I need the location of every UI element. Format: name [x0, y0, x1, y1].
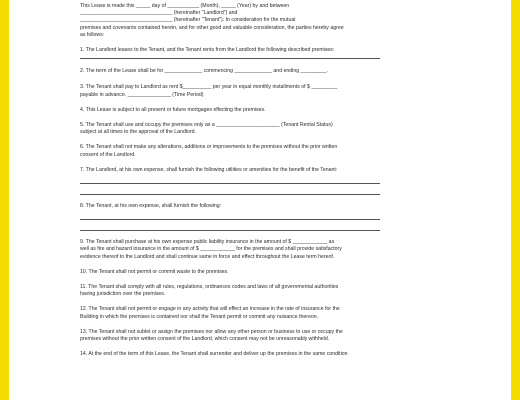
clause-6-line: consent of the Landlord. [80, 151, 136, 158]
clause-13-line: premises without the prior written consent of the Landlord, which consent may not be unreasonably withheld. [80, 336, 330, 343]
left-border-stripe [0, 0, 9, 400]
clause-1: 1. The Landlord leases to the Tenant, and the Tenant rents from the Landlord the following described premises: [80, 47, 335, 54]
clause-13-line: 13. The Tenant shall not sublet or assign the premises nor allow any other person or business to use or occupy the [80, 328, 343, 335]
clause-5-line: 5. The Tenant shall use and occupy the premises only as a ______________________ (Tenant Rental Status) [80, 122, 333, 129]
clause-3-line: payable in advance. _______________ (Time Period) [80, 91, 204, 98]
blank-line [80, 54, 380, 59]
lease-document-page [80, 0, 440, 400]
intro-line: This Lease is made this _____ day of ___________ (Month), _____ (Year) by and between [80, 3, 290, 9]
clause-8: 8. The Tenant, at his own expense, shall furnish the following: [80, 203, 222, 210]
clause-6-line: 6. The Tenant shall not make any alterations, additions or improvements to the premises without the prior written [80, 144, 338, 151]
right-border-stripe [511, 0, 520, 400]
blank-line [80, 210, 380, 220]
clause-5-line: subject at all times to the approval of the Landlord. [80, 129, 196, 136]
blank-line [80, 221, 380, 231]
blank-line [80, 174, 380, 184]
clause-12-line: Building in which the premises is contained nor shall the Tenant permit or commit any nuisance thereon. [80, 313, 319, 320]
clause-10: 10. The Tenant shall not permit or commit waste to the premises. [80, 268, 229, 275]
blank-line [80, 185, 380, 195]
clause-2: 2. The term of the Lease shall be for _____________ commencing _____________ and ending _________. [80, 68, 328, 75]
clause-12-line: 12. The Tenant shall not permit or engage in any activity that will effect an increase in the rate of insurance for the [80, 306, 340, 313]
intro-line: ________________________________ (hereinafter "Tenant"). In consideration for the mutual [80, 17, 296, 24]
clause-9-line: 9. The Tenant shall purchase at his own expense public liability insurance in the amount of $ ____________ as [80, 239, 335, 246]
clause-9-line: well as fire and hazard insurance in the amount of $ ____________ for the premises and shall provide satisfactory [80, 246, 342, 253]
clause-11-line: 11. The Tenant shall comply with all rules, regulations, ordinances codes and laws of all governmental authorities [80, 284, 339, 291]
clause-7: 7. The Landlord, at his own expense, shall furnish the following utilities or amenities for the benefit of the Tenant: [80, 166, 338, 173]
clause-14-line: 14. At the end of the term of this Lease, the Tenant shall surrender and deliver up the premises in the same condition [80, 351, 348, 358]
intro-line: as follows: [80, 31, 105, 38]
clause-3-line: 3. The Tenant shall pay to Landlord as rent $__________ per year in equal monthly installments of $ _________ [80, 84, 338, 91]
intro-line: ________________________________ (hereinafter "Landlord") and [80, 10, 238, 17]
clause-4: 4. This Lease is subject to all present or future mortgages effecting the premises. [80, 106, 266, 113]
clause-11-line: having jurisdiction over the premises. [80, 291, 166, 298]
intro-line: premises and covenants contained herein, and for other good and valuable consideration, the parties hereby agree [80, 24, 344, 31]
clause-9-line: evidence thereof to the Landlord and shall continue same in force and effect throughout the Lease term hereof. [80, 253, 335, 260]
